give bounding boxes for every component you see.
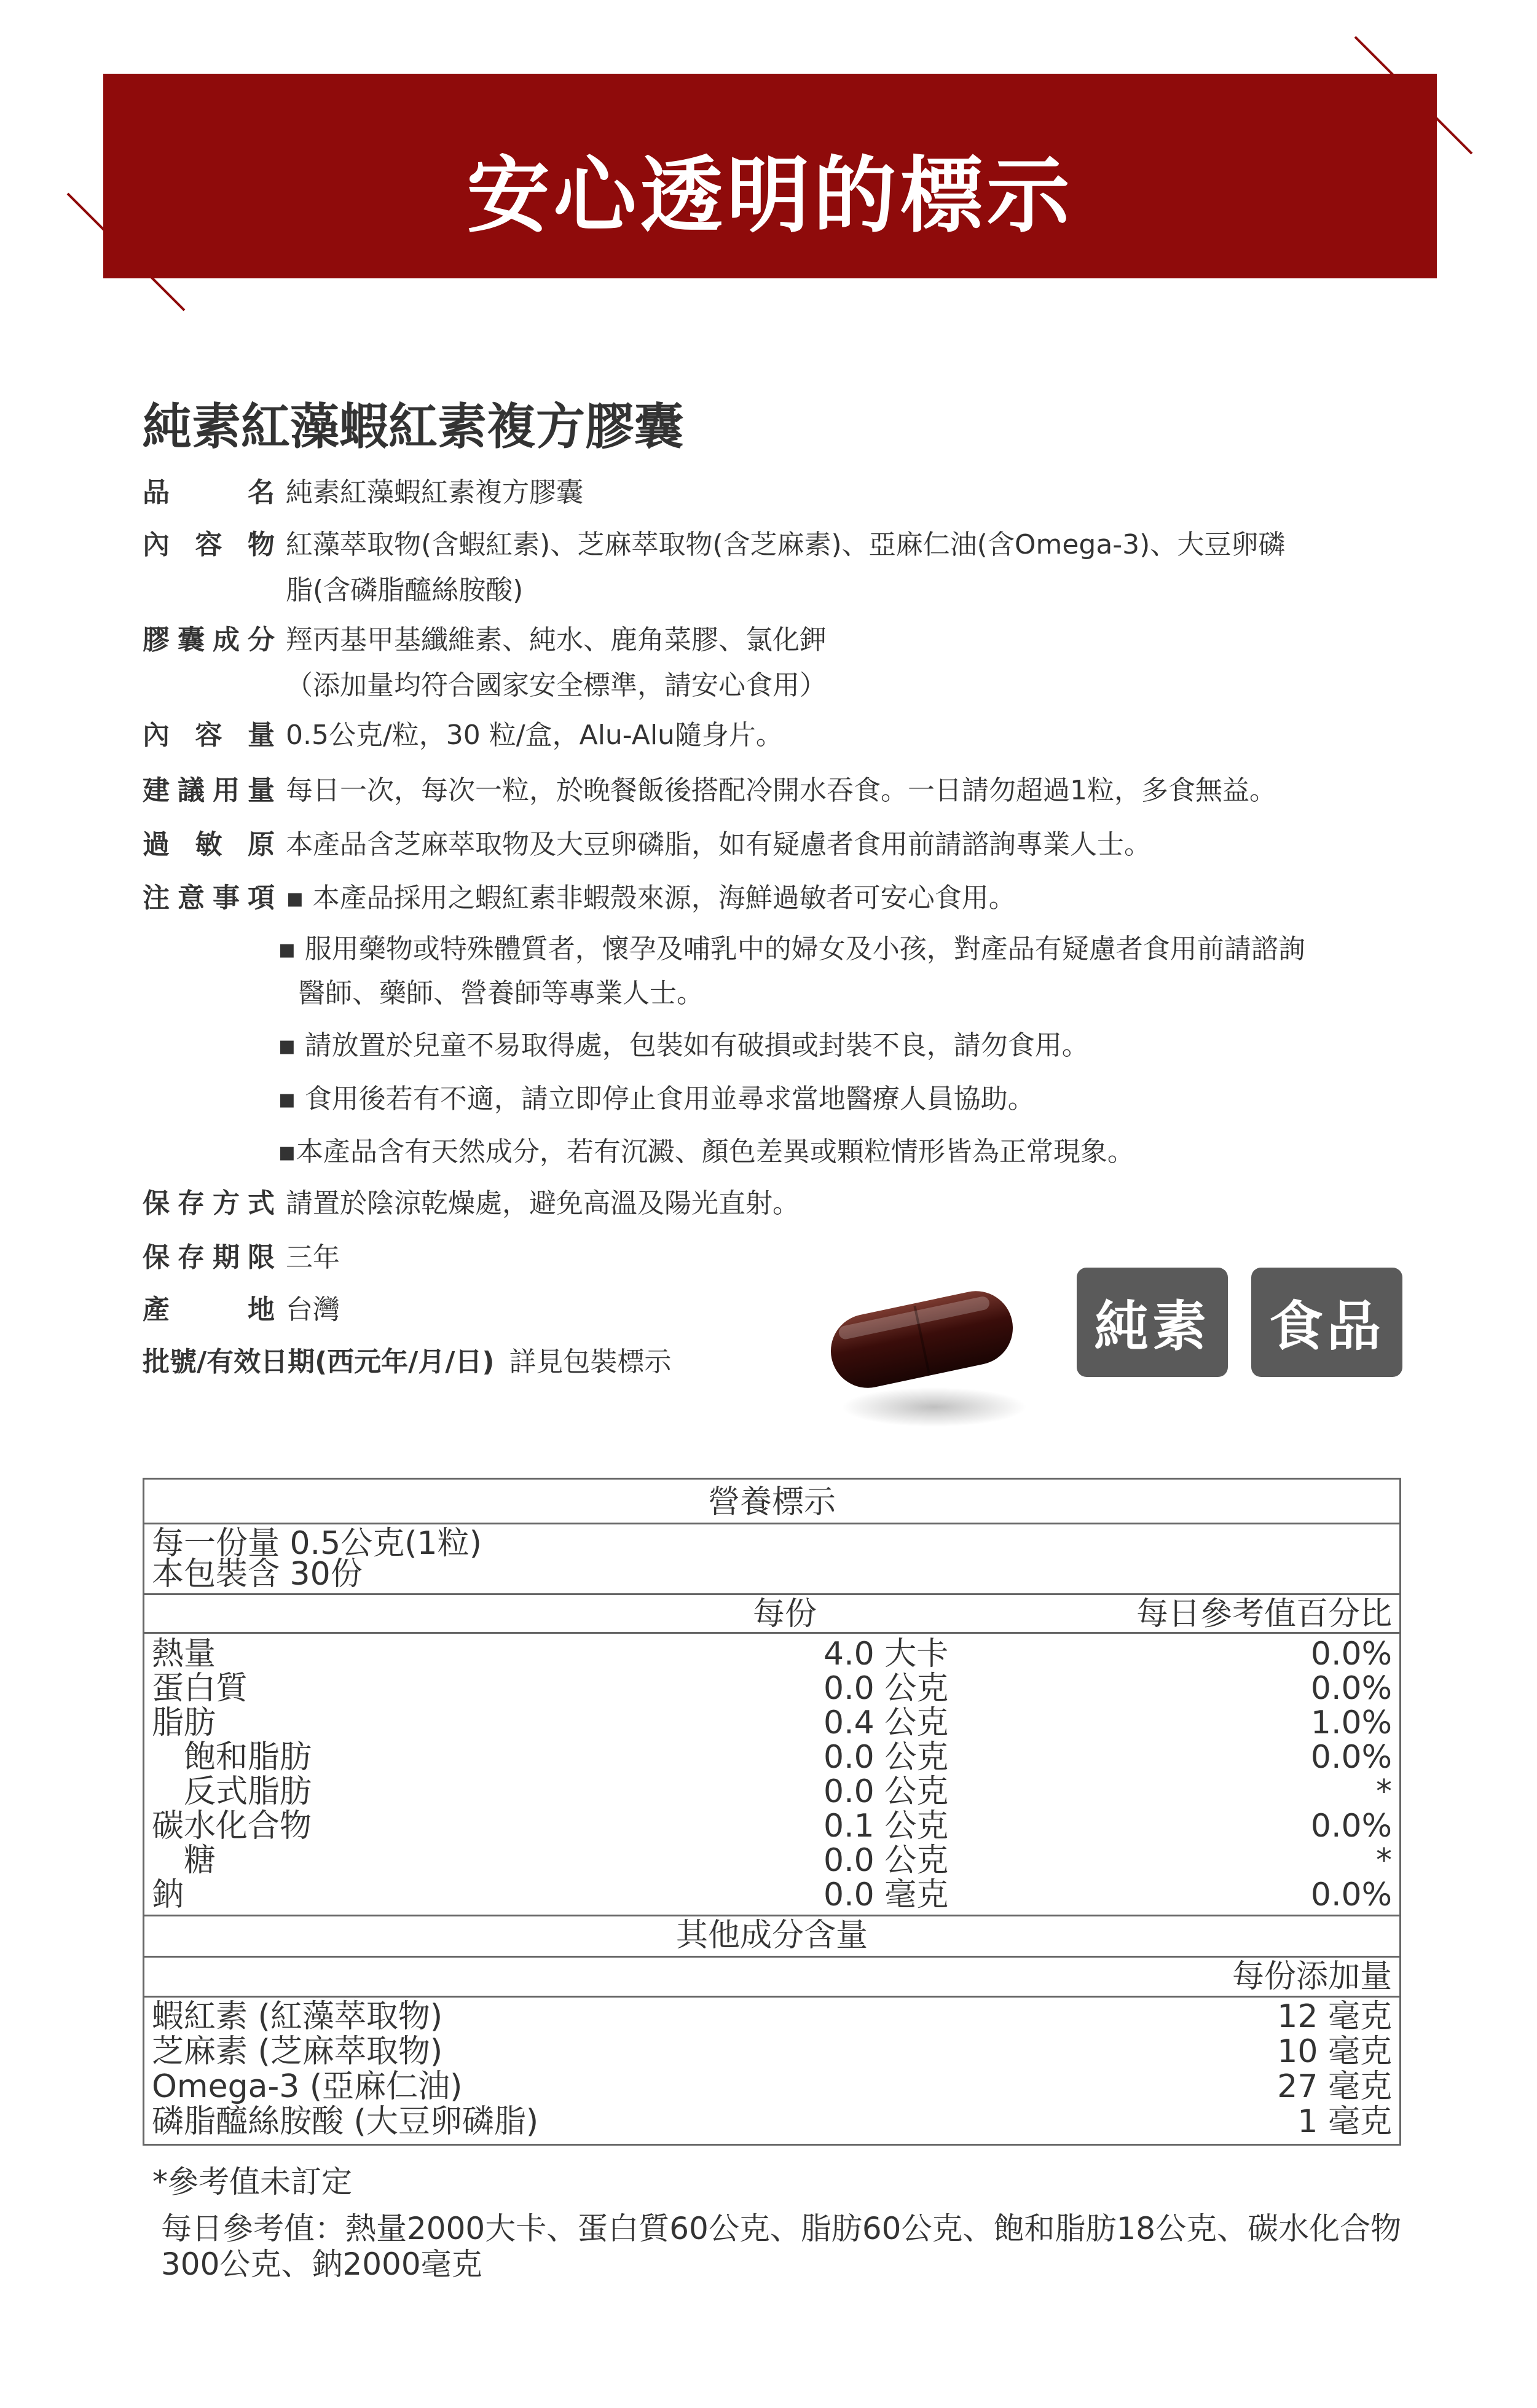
nutrient-amount: 0.0 公克 <box>824 1842 949 1879</box>
spec-label: 注意事項 <box>143 882 275 914</box>
footnote-daily-values-cont: 300公克、鈉2000毫克 <box>161 2246 482 2282</box>
nutrient-amount: 4.0 大卡 <box>824 1636 949 1673</box>
spec-label: 膠囊成分 <box>143 624 275 656</box>
spec-value: 請置於陰涼乾燥處，避免高溫及陽光直射。 <box>286 1188 800 1219</box>
spec-row-contents <box>143 522 1410 613</box>
nutrient-name: 飽和脂肪 <box>184 1739 312 1776</box>
spec-label: 過敏原 <box>143 829 275 860</box>
nutrient-amount: 0.0 公克 <box>824 1739 949 1776</box>
spec-label: 產地 <box>143 1294 275 1325</box>
banner-title: 安心透明的標示 <box>466 147 1074 244</box>
ingredient-name: Omega-3 (亞麻仁油) <box>152 2068 463 2105</box>
nutrient-dv: 0.0% <box>1310 1808 1392 1845</box>
nutrient-dv: 0.0% <box>1310 1636 1392 1673</box>
spec-value <box>286 522 1410 613</box>
spec-row-name <box>143 470 1410 516</box>
nutrition-title: 營養標示 <box>707 1484 836 1521</box>
spec-value-line: （添加量均符合國家安全標準，請安心食用） <box>286 670 827 701</box>
spec-row-storage <box>143 1181 1410 1226</box>
spec-value-line: 羥丙基甲基纖維素、純水、鹿角菜膠、氯化鉀 <box>286 624 827 656</box>
food-badge: 食品 <box>1251 1268 1402 1377</box>
capsule-image <box>817 1260 1026 1432</box>
caution-note: ▪本產品含有天然成分，若有沉澱、顏色差異或顆粒情形皆為正常現象。 <box>278 1136 1134 1167</box>
nutrient-name: 蛋白質 <box>152 1670 248 1707</box>
nutrient-dv: 0.0% <box>1310 1739 1392 1776</box>
vegan-badge: 純素 <box>1077 1268 1228 1377</box>
ingredient-name: 磷脂醯絲胺酸 (大豆卵磷脂) <box>152 2103 539 2140</box>
spec-value: 三年 <box>286 1242 340 1273</box>
footnote-daily-values: 每日參考值：熱量2000大卡、蛋白質60公克、脂肪60公克、飽和脂肪18公克、碳水化合物 <box>161 2211 1402 2246</box>
spec-label: 保存方式 <box>143 1188 275 1219</box>
spec-value: 每日一次，每次一粒，於晚餐飯後搭配冷開水吞食。一日請勿超過1粒，多食無益。 <box>286 775 1276 806</box>
spec-label: 內容量 <box>143 720 275 751</box>
nutrient-name: 熱量 <box>152 1636 216 1673</box>
nutrition-table <box>143 1478 1401 2146</box>
nutrient-amount: 0.1 公克 <box>824 1808 949 1845</box>
spec-value: 純素紅藻蝦紅素複方膠囊 <box>286 477 583 508</box>
caution-note: ▪ 食用後若有不適，請立即停止食用並尋求當地醫療人員協助。 <box>278 1083 1035 1115</box>
batch-label: 批號/有效日期(西元年/月/日) <box>143 1346 495 1378</box>
nutrient-dv: * <box>1376 1842 1392 1879</box>
nutrient-dv: 0.0% <box>1310 1670 1392 1707</box>
ingredient-amount: 1 毫克 <box>1297 2103 1392 2140</box>
nutrient-dv: 1.0% <box>1310 1704 1392 1741</box>
spec-label: 保存期限 <box>143 1242 275 1273</box>
other-title: 其他成分含量 <box>675 1917 868 1954</box>
spec-value-line: 紅藻萃取物(含蝦紅素)、芝麻萃取物(含芝麻素)、亞麻仁油(含Omega-3)、大豆卵磷 <box>286 529 1286 560</box>
spec-label: 建議用量 <box>143 775 275 806</box>
nutrient-name: 鈉 <box>152 1877 184 1913</box>
spec-value: ▪ 本產品採用之蝦紅素非蝦殼來源，海鮮過敏者可安心食用。 <box>286 882 1016 914</box>
caution-note: ▪ 服用藥物或特殊體質者，懷孕及哺乳中的婦女及小孩，對產品有疑慮者食用前請諮詢 <box>278 933 1305 965</box>
spec-value: 台灣 <box>286 1294 340 1325</box>
nutrient-amount: 0.0 公克 <box>824 1773 949 1810</box>
ingredient-name: 蝦紅素 (紅藻萃取物) <box>152 1998 443 2035</box>
spec-row-capsule <box>143 618 1410 708</box>
col-per-serving-added: 每份添加量 <box>1232 1958 1392 1995</box>
spec-value <box>286 618 1410 708</box>
spec-value: 本產品含芝麻萃取物及大豆卵磷脂，如有疑慮者食用前請諮詢專業人士。 <box>286 829 1151 860</box>
nutrient-name: 脂肪 <box>152 1704 216 1741</box>
caution-note: 醫師、藥師、營養師等專業人士。 <box>298 978 704 1009</box>
col-daily-value: 每日參考值百分比 <box>1136 1596 1392 1633</box>
caution-note: ▪ 請放置於兒童不易取得處，包裝如有破損或封裝不良，請勿食用。 <box>278 1030 1089 1061</box>
nutrient-amount: 0.0 公克 <box>824 1670 949 1707</box>
nutrient-amount: 0.0 毫克 <box>824 1877 949 1913</box>
product-heading: 純素紅藻蝦紅素複方膠囊 <box>143 398 683 455</box>
nutrient-name: 反式脂肪 <box>184 1773 312 1810</box>
spec-row-batch <box>143 1339 671 1385</box>
nutrient-name: 碳水化合物 <box>152 1808 312 1845</box>
serving-size: 每一份量 0.5公克(1粒) <box>152 1525 482 1562</box>
ingredient-amount: 10 毫克 <box>1277 2033 1392 2070</box>
spec-value: 0.5公克/粒，30 粒/盒，Alu-Alu隨身片。 <box>286 720 783 751</box>
spec-row-allergen <box>143 822 1410 868</box>
spec-label: 內容物 <box>143 529 275 560</box>
col-per-serving: 每份 <box>752 1596 817 1633</box>
ingredient-amount: 12 毫克 <box>1277 1998 1392 2035</box>
servings-per-pack: 本包裝含 30份 <box>152 1556 363 1593</box>
spec-label: 品名 <box>143 477 275 508</box>
header-banner <box>103 74 1437 278</box>
nutrient-dv: 0.0% <box>1310 1877 1392 1913</box>
nutrient-name: 糖 <box>184 1842 216 1879</box>
spec-row-dosage <box>143 768 1410 814</box>
ingredient-amount: 27 毫克 <box>1277 2068 1392 2105</box>
nutrient-dv: * <box>1376 1773 1392 1810</box>
spec-value-line: 脂(含磷脂醯絲胺酸) <box>286 575 524 606</box>
batch-value: 詳見包裝標示 <box>509 1346 672 1378</box>
spec-row-net <box>143 713 1410 758</box>
spec-row-caution <box>143 876 1410 921</box>
nutrient-amount: 0.4 公克 <box>824 1704 949 1741</box>
ingredient-name: 芝麻素 (芝麻萃取物) <box>152 2033 443 2070</box>
footnote-no-reference: *參考值未訂定 <box>152 2164 352 2200</box>
